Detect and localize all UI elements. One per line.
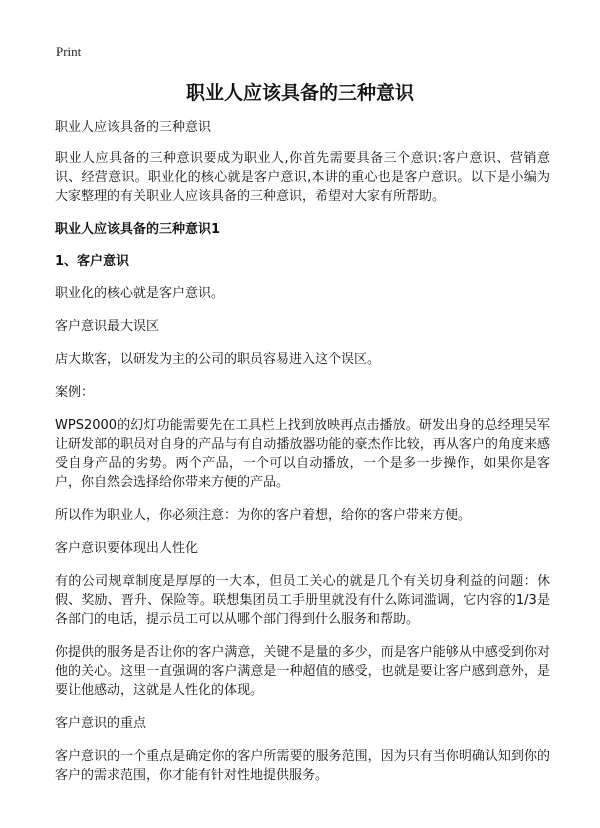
document-body — [55, 118, 550, 799]
intro-paragraph: 职业人应具备的三种意识要成为职业人,你首先需要具备三个意识:客户意识、营销意识、经营意识。职业化的核心就是客户意识,本讲的重心也是客户意识。以下是小编为大家整理的有关职业人应该具备的三种意识，希望对大家有所帮助。 — [55, 151, 550, 204]
body-paragraph: 客户意识的一个重点是确定你的客户所需要的服务范围，因为只有当你明确认知到你的客户的需求范围，你才能有针对性地提供服务。 — [55, 749, 550, 783]
body-paragraph: 客户意识要体现出人性化 — [55, 541, 199, 556]
body-paragraph: 客户意识最大误区 — [55, 319, 160, 334]
document-title: 职业人应该具备的三种意识 — [185, 82, 414, 104]
body-paragraph: 客户意识的重点 — [55, 716, 147, 731]
body-paragraph: 你提供的服务是否让你的客户满意，关键不是量的多少，而是客户能够从中感受到你对他的关心。这里一直强调的客户满意是一种超值的感受，也就是要让客户感到意外，是要让他感动，这就是人性化的体现。 — [55, 645, 550, 698]
body-paragraph: 所以作为职业人，你必须注意：为你的客户着想，给你的客户带来方便。 — [55, 508, 472, 523]
body-paragraph: 案例： — [55, 385, 95, 400]
body-paragraph: WPS2000的幻灯功能需要先在工具栏上找到放映再点击播放。研发出身的总经理吴军让研发部的职员对自身的产品与有自动播放器功能的豪杰作比较，再从客户的角度来感受自身产品的劣势。两个产品，一个可以自动播放，一个是多一步操作，如果你是客户，你自然会选择给你带来方便的产品。 — [55, 418, 550, 490]
body-paragraph: 有的公司规章制度是厚厚的一大本，但员工关心的就是几个有关切身利益的问题：休假、奖励、晋升、保险等。联想集团员工手册里就没有什么陈词滥调，它内容的1/3是各部门的电话，提示员工可以从哪个部门得到什么服务和帮助。 — [55, 574, 550, 627]
section-heading: 职业人应该具备的三种意识1 — [55, 222, 221, 237]
subsection-heading: 1、客户意识 — [55, 254, 130, 269]
document-subtitle: 职业人应该具备的三种意识 — [55, 120, 212, 135]
print-link[interactable]: Print — [56, 44, 82, 59]
body-paragraph: 店大欺客，以研发为主的公司的职员容易进入这个误区。 — [55, 352, 381, 367]
body-paragraph: 职业化的核心就是客户意识。 — [55, 286, 225, 301]
